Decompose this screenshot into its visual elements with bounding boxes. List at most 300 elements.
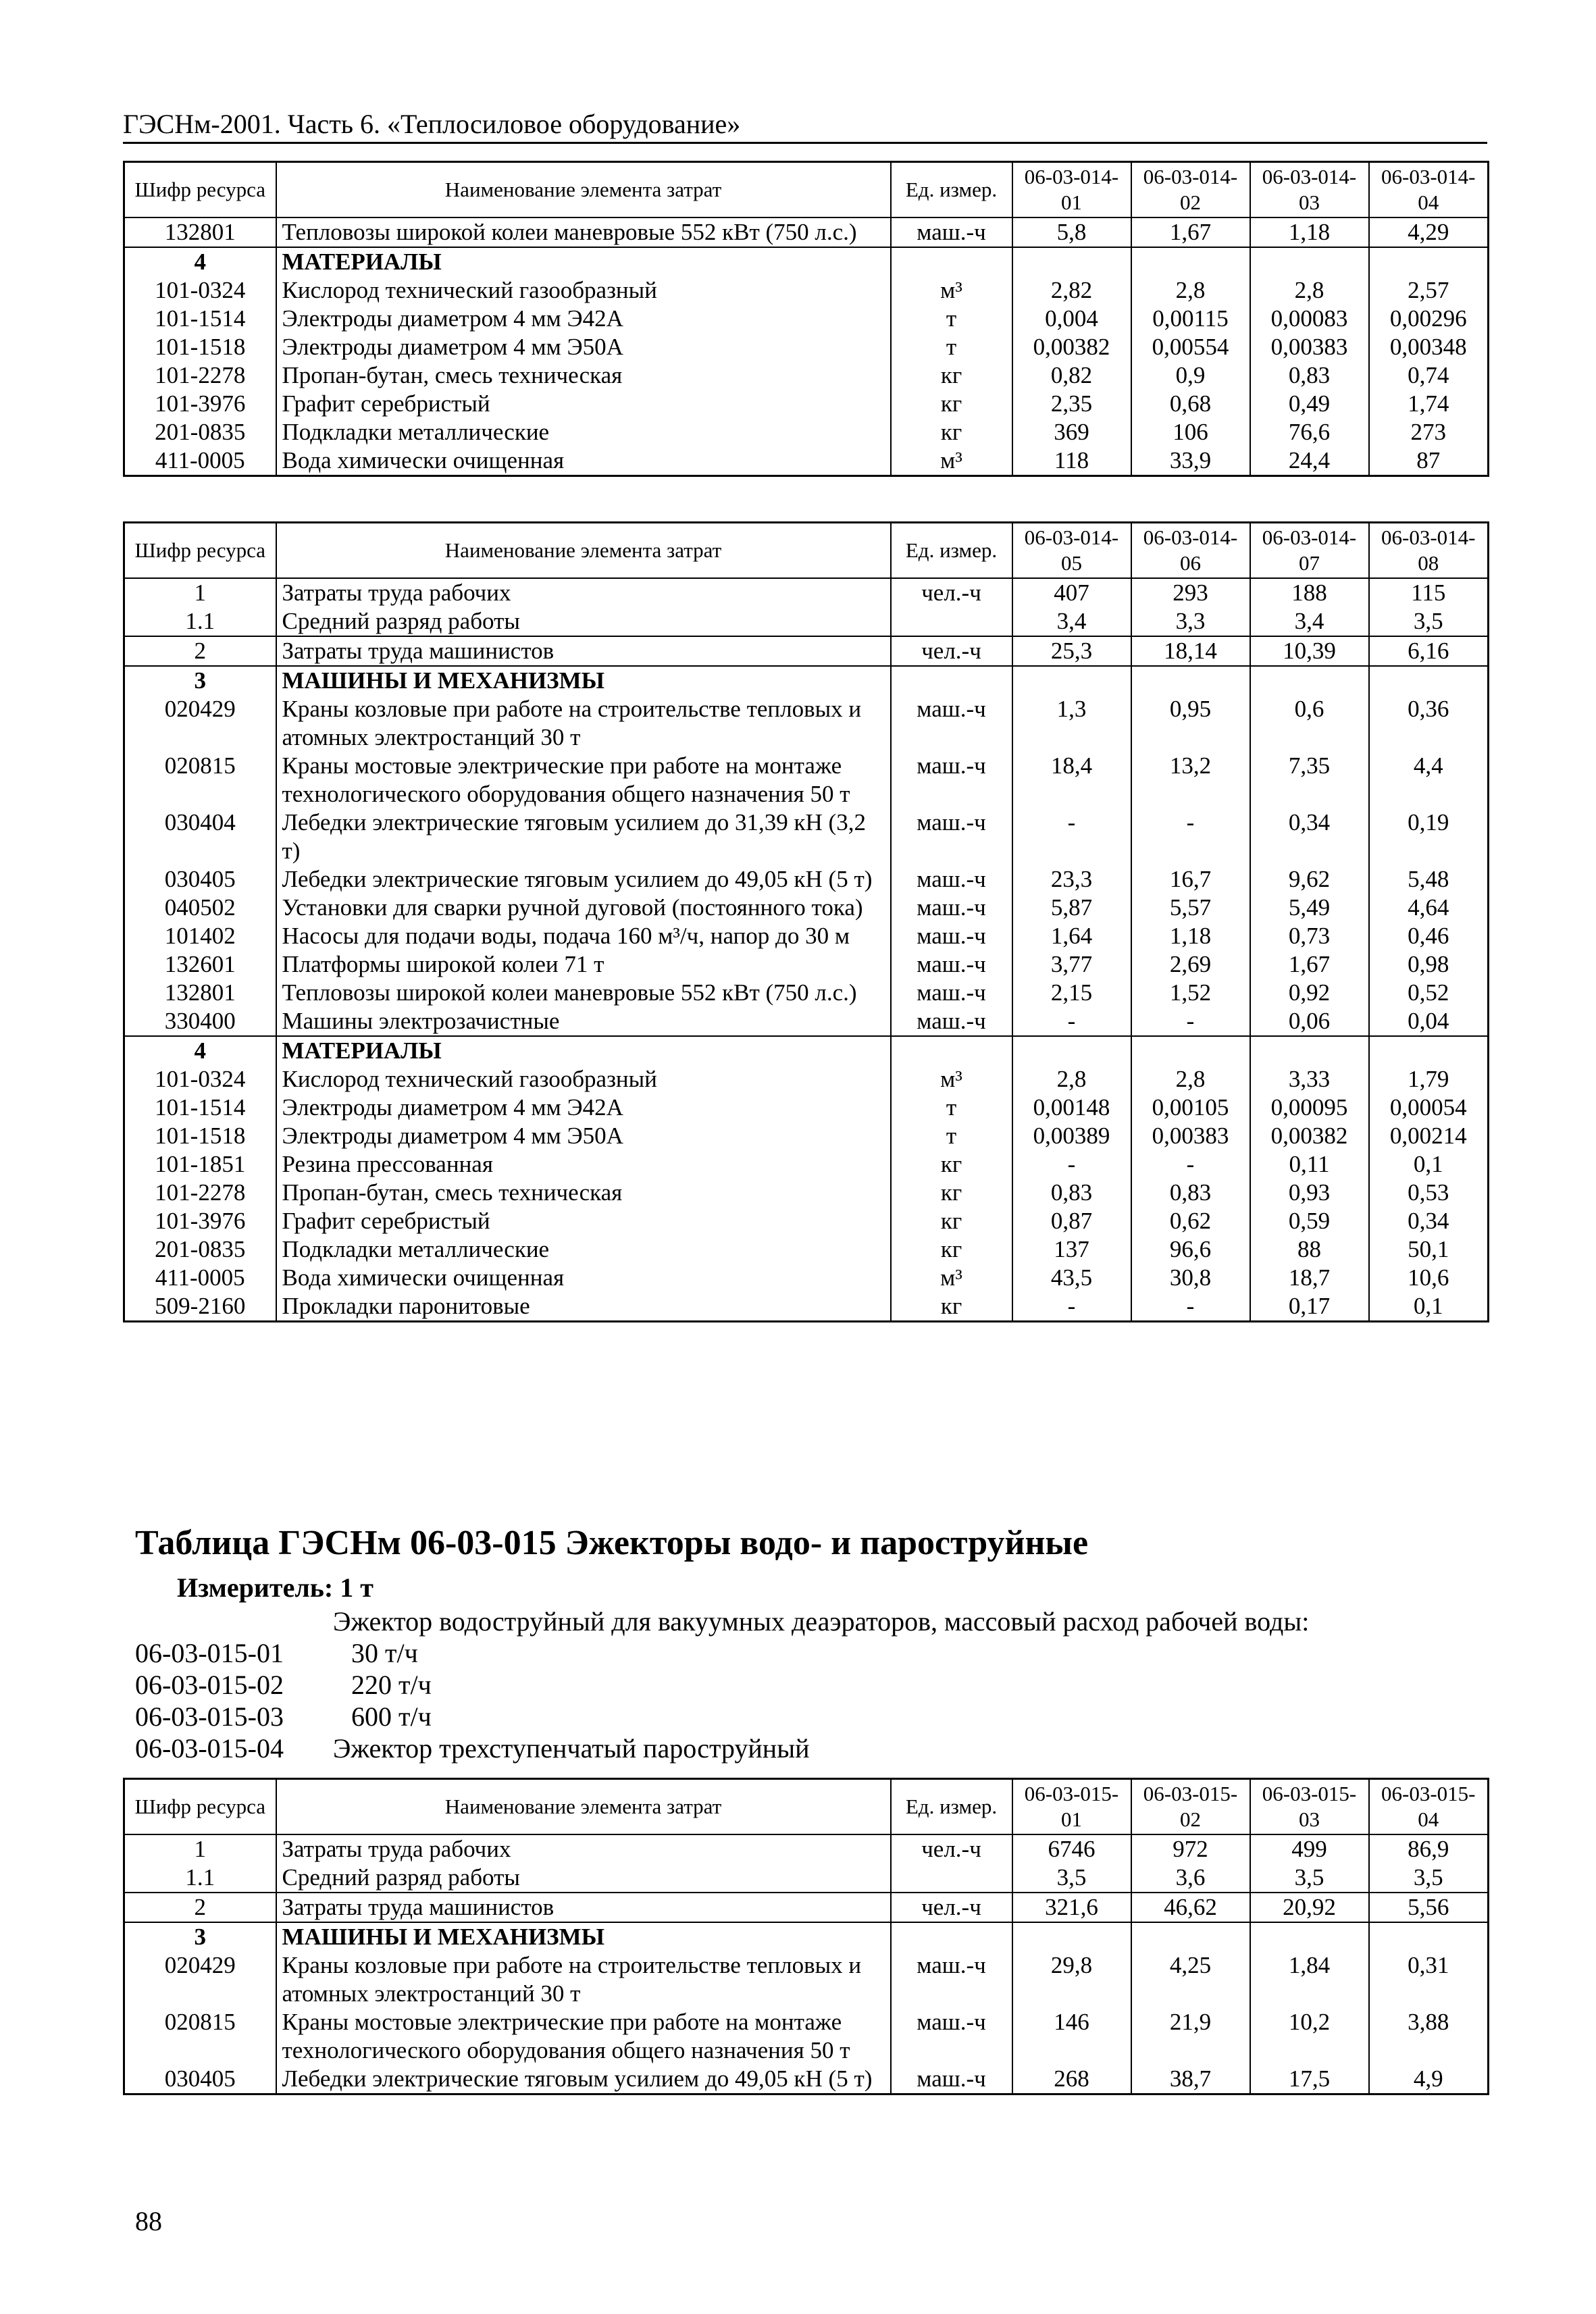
cost-element-name: Краны мостовые электрические при работе на монтаже технологического оборудования общего назначения 50 т [276, 2008, 891, 2065]
resource-code: 4 [124, 1036, 276, 1065]
value-cell: 3,5 [1369, 1863, 1489, 1893]
resource-code: 201-0835 [124, 1235, 276, 1264]
value-cell: 146 [1012, 2008, 1131, 2065]
value-cell: 0,11 [1250, 1150, 1369, 1179]
table-row [124, 1893, 1489, 1922]
cost-element-name: Вода химически очищенная [276, 446, 891, 476]
cost-element-name: Краны мостовые электрические при работе на монтаже технологического оборудования общего назначения 50 т [276, 752, 891, 808]
value-cell: 0,92 [1250, 979, 1369, 1007]
table-row [124, 418, 1489, 446]
value-cell: 2,8 [1131, 1065, 1250, 1094]
unit-cell: маш.-ч [891, 922, 1012, 950]
table-row [124, 361, 1489, 390]
resource-code: 030405 [124, 2065, 276, 2094]
unit-cell: кг [891, 1179, 1012, 1207]
value-cell: 7,35 [1250, 752, 1369, 808]
value-cell: 0,00148 [1012, 1094, 1131, 1122]
unit-cell [891, 1036, 1012, 1065]
value-cell [1012, 1036, 1131, 1065]
table-row [124, 1179, 1489, 1207]
page-number: 88 [135, 2206, 162, 2236]
table-row [124, 808, 1489, 865]
norm-description: Эжектор трехступенчатый пароструйный [333, 1733, 810, 1764]
resource-code: 509-2160 [124, 1292, 276, 1322]
unit-cell: чел.-ч [891, 578, 1012, 607]
unit-cell: маш.-ч [891, 808, 1012, 865]
table-row [124, 636, 1489, 666]
table-row [124, 1207, 1489, 1235]
value-cell: 2,8 [1012, 1065, 1131, 1094]
resource-code: 030405 [124, 865, 276, 894]
value-cell: 23,3 [1012, 865, 1131, 894]
header-unit: Ед. измер. [891, 162, 1012, 218]
header-norm-code: 06-03-015-01 [1012, 1779, 1131, 1835]
unit-cell [891, 1863, 1012, 1893]
cost-element-name: Электроды диаметром 4 мм Э50А [276, 333, 891, 361]
value-cell: - [1131, 1292, 1250, 1322]
value-cell: 407 [1012, 578, 1131, 607]
cost-element-name: Машины электрозачистные [276, 1007, 891, 1036]
cost-element-name: Средний разряд работы [276, 1863, 891, 1893]
table-row [124, 922, 1489, 950]
cost-element-name: Кислород технический газообразный [276, 1065, 891, 1094]
table-row [124, 865, 1489, 894]
resource-table-014-01-04 [123, 161, 1489, 477]
unit-cell: м³ [891, 1065, 1012, 1094]
table-row [124, 695, 1489, 752]
value-cell [1131, 247, 1250, 276]
table-row [124, 979, 1489, 1007]
value-cell: 4,9 [1369, 2065, 1489, 2094]
value-cell: 972 [1131, 1834, 1250, 1863]
value-cell: 0,1 [1369, 1292, 1489, 1322]
resource-code: 030404 [124, 808, 276, 865]
unit-cell: маш.-ч [891, 217, 1012, 247]
value-cell: 499 [1250, 1834, 1369, 1863]
norm-description: 600 т/ч [351, 1701, 432, 1732]
value-cell: 0,17 [1250, 1292, 1369, 1322]
value-cell [1369, 1036, 1489, 1065]
value-cell: 6,16 [1369, 636, 1489, 666]
value-cell: 0,00083 [1250, 305, 1369, 333]
value-cell: - [1012, 1292, 1131, 1322]
cost-element-name: Электроды диаметром 4 мм Э50А [276, 1122, 891, 1150]
header-norm-code: 06-03-014-08 [1369, 523, 1489, 579]
value-cell: 38,7 [1131, 2065, 1250, 2094]
value-cell: 1,18 [1131, 922, 1250, 950]
cost-element-name: Пропан-бутан, смесь техническая [276, 1179, 891, 1207]
value-cell: 0,00115 [1131, 305, 1250, 333]
value-cell: 10,2 [1250, 2008, 1369, 2065]
measure-line [177, 1572, 374, 1603]
value-cell: 10,6 [1369, 1264, 1489, 1292]
header-resource-code: Шифр ресурса [124, 523, 276, 579]
value-cell: 2,57 [1369, 276, 1489, 305]
value-cell: 0,00383 [1131, 1122, 1250, 1150]
table-row [124, 1834, 1489, 1863]
value-cell: 4,29 [1369, 217, 1489, 247]
header-rule [123, 142, 1487, 144]
value-cell: 369 [1012, 418, 1131, 446]
cost-element-name: Лебедки электрические тяговым усилием до 49,05 кН (5 т) [276, 865, 891, 894]
value-cell: 29,8 [1012, 1951, 1131, 2008]
value-cell: 46,62 [1131, 1893, 1250, 1922]
header-unit: Ед. измер. [891, 1779, 1012, 1835]
unit-cell: кг [891, 1207, 1012, 1235]
value-cell: 1,64 [1012, 922, 1131, 950]
unit-cell: маш.-ч [891, 950, 1012, 979]
value-cell: 96,6 [1131, 1235, 1250, 1264]
value-cell [1131, 1922, 1250, 1951]
resource-code: 1 [124, 578, 276, 607]
resource-code: 1.1 [124, 1863, 276, 1893]
unit-cell: т [891, 333, 1012, 361]
header-norm-code: 06-03-014-03 [1250, 162, 1369, 218]
value-cell: - [1131, 808, 1250, 865]
unit-cell: чел.-ч [891, 1834, 1012, 1863]
resource-code: 101-1851 [124, 1150, 276, 1179]
table-row [124, 1065, 1489, 1094]
value-cell: 0,98 [1369, 950, 1489, 979]
value-cell: 118 [1012, 446, 1131, 476]
value-cell: 4,64 [1369, 894, 1489, 922]
value-cell: 0,68 [1131, 390, 1250, 418]
table-row [124, 1264, 1489, 1292]
value-cell: 0,36 [1369, 695, 1489, 752]
unit-cell: маш.-ч [891, 2008, 1012, 2065]
value-cell: 0,74 [1369, 361, 1489, 390]
header-norm-code: 06-03-014-04 [1369, 162, 1489, 218]
cost-element-name: Электроды диаметром 4 мм Э42А [276, 1094, 891, 1122]
unit-cell [891, 247, 1012, 276]
unit-cell: чел.-ч [891, 1893, 1012, 1922]
value-cell: 106 [1131, 418, 1250, 446]
table-row [124, 1292, 1489, 1322]
value-cell: 5,8 [1012, 217, 1131, 247]
resource-code: 201-0835 [124, 418, 276, 446]
value-cell: 24,4 [1250, 446, 1369, 476]
value-cell: 0,87 [1012, 1207, 1131, 1235]
table-header-row [124, 1779, 1489, 1835]
value-cell: 1,67 [1250, 950, 1369, 979]
resource-code: 020815 [124, 752, 276, 808]
resource-code: 4 [124, 247, 276, 276]
resource-code: 101-0324 [124, 1065, 276, 1094]
value-cell: 0,46 [1369, 922, 1489, 950]
resource-code: 101-1518 [124, 1122, 276, 1150]
value-cell [1369, 247, 1489, 276]
cost-element-name: Прокладки паронитовые [276, 1292, 891, 1322]
value-cell: 0,83 [1250, 361, 1369, 390]
table-row [124, 1036, 1489, 1065]
value-cell: 33,9 [1131, 446, 1250, 476]
value-cell: 6746 [1012, 1834, 1131, 1863]
norm-code: 06-03-015-02 [135, 1670, 284, 1700]
unit-cell: маш.-ч [891, 1007, 1012, 1036]
value-cell: 30,8 [1131, 1264, 1250, 1292]
table-row [124, 1007, 1489, 1036]
cost-element-name: Краны козловые при работе на строительстве тепловых и атомных электростанций 30 т [276, 1951, 891, 2008]
table-row [124, 217, 1489, 247]
cost-element-name: Лебедки электрические тяговым усилием до 49,05 кН (5 т) [276, 2065, 891, 2094]
value-cell: 137 [1012, 1235, 1131, 1264]
value-cell: - [1012, 1150, 1131, 1179]
value-cell: 0,00382 [1012, 333, 1131, 361]
table-row [124, 950, 1489, 979]
resource-table-014-05-08 [123, 521, 1489, 1322]
header-norm-code: 06-03-015-04 [1369, 1779, 1489, 1835]
value-cell [1250, 666, 1369, 695]
table-row [124, 578, 1489, 607]
value-cell: 0,00105 [1131, 1094, 1250, 1122]
norm-code: 06-03-015-04 [135, 1733, 284, 1764]
value-cell: 0,73 [1250, 922, 1369, 950]
value-cell: 0,00214 [1369, 1122, 1489, 1150]
header-resource-code: Шифр ресурса [124, 1779, 276, 1835]
cost-element-name: Графит серебристый [276, 390, 891, 418]
unit-cell: кг [891, 1292, 1012, 1322]
table-row [124, 390, 1489, 418]
unit-cell [891, 1922, 1012, 1951]
table-row [124, 1235, 1489, 1264]
resource-code: 330400 [124, 1007, 276, 1036]
value-cell: 0,00383 [1250, 333, 1369, 361]
value-cell [1131, 666, 1250, 695]
unit-cell: маш.-ч [891, 979, 1012, 1007]
value-cell: 0,00054 [1369, 1094, 1489, 1122]
resource-code: 040502 [124, 894, 276, 922]
cost-element-name: Краны козловые при работе на строительстве тепловых и атомных электростанций 30 т [276, 695, 891, 752]
value-cell: 0,59 [1250, 1207, 1369, 1235]
value-cell: 0,82 [1012, 361, 1131, 390]
resource-code: 2 [124, 636, 276, 666]
unit-cell: т [891, 1122, 1012, 1150]
value-cell: 3,6 [1131, 1863, 1250, 1893]
resource-code: 3 [124, 1922, 276, 1951]
value-cell: 0,34 [1369, 1207, 1489, 1235]
value-cell: 21,9 [1131, 2008, 1250, 2065]
value-cell: 3,5 [1012, 1863, 1131, 1893]
resource-code: 132801 [124, 979, 276, 1007]
value-cell: 5,87 [1012, 894, 1131, 922]
value-cell: 3,5 [1250, 1863, 1369, 1893]
cost-element-name: Затраты труда машинистов [276, 1893, 891, 1922]
running-header: ГЭСНм-2001. Часть 6. «Теплосиловое оборудование» [123, 109, 741, 139]
header-cost-element: Наименование элемента затрат [276, 162, 891, 218]
table-row [124, 1951, 1489, 2008]
value-cell: 0,00348 [1369, 333, 1489, 361]
measure-value: 1 т [340, 1572, 374, 1603]
value-cell: 9,62 [1250, 865, 1369, 894]
table-row [124, 666, 1489, 695]
unit-cell: маш.-ч [891, 752, 1012, 808]
cost-element-name: Вода химически очищенная [276, 1264, 891, 1292]
resource-code: 101-1514 [124, 305, 276, 333]
value-cell: 2,69 [1131, 950, 1250, 979]
value-cell: 50,1 [1369, 1235, 1489, 1264]
value-cell: 5,49 [1250, 894, 1369, 922]
unit-cell: кг [891, 418, 1012, 446]
value-cell: - [1131, 1150, 1250, 1179]
resource-code: 101-2278 [124, 361, 276, 390]
resource-code: 101402 [124, 922, 276, 950]
table-header-row [124, 523, 1489, 579]
unit-cell: кг [891, 1235, 1012, 1264]
header-norm-code: 06-03-014-06 [1131, 523, 1250, 579]
cost-element-name: Затраты труда машинистов [276, 636, 891, 666]
unit-cell: кг [891, 390, 1012, 418]
resource-code: 101-0324 [124, 276, 276, 305]
cost-element-name: Затраты труда рабочих [276, 1834, 891, 1863]
value-cell: 1,3 [1012, 695, 1131, 752]
value-cell: 0,19 [1369, 808, 1489, 865]
unit-cell: т [891, 305, 1012, 333]
table-row [124, 894, 1489, 922]
header-norm-code: 06-03-015-03 [1250, 1779, 1369, 1835]
measure-label: Измеритель: [177, 1572, 334, 1603]
value-cell: 18,14 [1131, 636, 1250, 666]
unit-cell: маш.-ч [891, 695, 1012, 752]
table-row [124, 1863, 1489, 1893]
table-row [124, 1150, 1489, 1179]
resource-code: 1 [124, 1834, 276, 1863]
value-cell [1250, 1922, 1369, 1951]
table-row [124, 607, 1489, 636]
value-cell [1369, 1922, 1489, 1951]
value-cell: 0,95 [1131, 695, 1250, 752]
table-row [124, 333, 1489, 361]
norm-description: 220 т/ч [351, 1670, 432, 1700]
value-cell: 273 [1369, 418, 1489, 446]
value-cell: 3,33 [1250, 1065, 1369, 1094]
value-cell [1369, 666, 1489, 695]
header-norm-code: 06-03-015-02 [1131, 1779, 1250, 1835]
resource-code: 020429 [124, 695, 276, 752]
cost-element-name: Тепловозы широкой колеи маневровые 552 кВт (750 л.с.) [276, 217, 891, 247]
value-cell: 268 [1012, 2065, 1131, 2094]
value-cell: 10,39 [1250, 636, 1369, 666]
table-row [124, 446, 1489, 476]
resource-code: 101-1514 [124, 1094, 276, 1122]
value-cell: 25,3 [1012, 636, 1131, 666]
unit-cell: м³ [891, 446, 1012, 476]
value-cell: 17,5 [1250, 2065, 1369, 2094]
value-cell: 76,6 [1250, 418, 1369, 446]
resource-code: 020815 [124, 2008, 276, 2065]
value-cell: 3,5 [1369, 607, 1489, 636]
value-cell: - [1012, 1007, 1131, 1036]
value-cell: - [1131, 1007, 1250, 1036]
cost-element-name: Затраты труда рабочих [276, 578, 891, 607]
value-cell: 20,92 [1250, 1893, 1369, 1922]
header-norm-code: 06-03-014-07 [1250, 523, 1369, 579]
header-resource-code: Шифр ресурса [124, 162, 276, 218]
resource-code: 411-0005 [124, 446, 276, 476]
value-cell: 13,2 [1131, 752, 1250, 808]
resource-code: 411-0005 [124, 1264, 276, 1292]
value-cell: 0,31 [1369, 1951, 1489, 2008]
value-cell: 3,3 [1131, 607, 1250, 636]
header-cost-element: Наименование элемента затрат [276, 523, 891, 579]
table-row [124, 276, 1489, 305]
cost-element-name: Подкладки металлические [276, 1235, 891, 1264]
cost-element-name: Пропан-бутан, смесь техническая [276, 361, 891, 390]
value-cell [1250, 1036, 1369, 1065]
table-row [124, 247, 1489, 276]
unit-cell: кг [891, 1150, 1012, 1179]
value-cell: 0,34 [1250, 808, 1369, 865]
value-cell: 0,00389 [1012, 1122, 1131, 1150]
resource-code: 101-3976 [124, 390, 276, 418]
value-cell: 0,52 [1369, 979, 1489, 1007]
table-row [124, 2008, 1489, 2065]
resource-code: 2 [124, 1893, 276, 1922]
cost-element-name: Лебедки электрические тяговым усилием до 31,39 кН (3,2 т) [276, 808, 891, 865]
value-cell: 0,9 [1131, 361, 1250, 390]
value-cell: 1,79 [1369, 1065, 1489, 1094]
value-cell: 293 [1131, 578, 1250, 607]
unit-cell: маш.-ч [891, 1951, 1012, 2008]
value-cell: 0,04 [1369, 1007, 1489, 1036]
unit-cell: маш.-ч [891, 894, 1012, 922]
value-cell [1012, 247, 1131, 276]
cost-element-name: Насосы для подачи воды, подача 160 м³/ч, напор до 30 м [276, 922, 891, 950]
value-cell [1131, 1036, 1250, 1065]
cost-element-name: МАТЕРИАЛЫ [276, 1036, 891, 1065]
unit-cell [891, 666, 1012, 695]
unit-cell: т [891, 1094, 1012, 1122]
value-cell: 0,06 [1250, 1007, 1369, 1036]
value-cell: 0,00095 [1250, 1094, 1369, 1122]
value-cell: 3,4 [1012, 607, 1131, 636]
value-cell: 0,6 [1250, 695, 1369, 752]
value-cell: 2,8 [1250, 276, 1369, 305]
cost-element-name: Средний разряд работы [276, 607, 891, 636]
cost-element-name: Графит серебристый [276, 1207, 891, 1235]
unit-cell: маш.-ч [891, 865, 1012, 894]
norm-code: 06-03-015-01 [135, 1638, 284, 1668]
norm-description: 30 т/ч [351, 1638, 418, 1668]
cost-element-name: МАТЕРИАЛЫ [276, 247, 891, 276]
value-cell: 321,6 [1012, 1893, 1131, 1922]
value-cell: 188 [1250, 578, 1369, 607]
value-cell: 2,35 [1012, 390, 1131, 418]
value-cell [1012, 1922, 1131, 1951]
unit-cell: м³ [891, 276, 1012, 305]
value-cell: 115 [1369, 578, 1489, 607]
header-norm-code: 06-03-014-02 [1131, 162, 1250, 218]
header-unit: Ед. измер. [891, 523, 1012, 579]
value-cell: 5,48 [1369, 865, 1489, 894]
cost-element-name: МАШИНЫ И МЕХАНИЗМЫ [276, 1922, 891, 1951]
value-cell: - [1012, 808, 1131, 865]
value-cell: 4,25 [1131, 1951, 1250, 2008]
table-header-row [124, 162, 1489, 218]
table-row [124, 305, 1489, 333]
value-cell: 0,00382 [1250, 1122, 1369, 1150]
value-cell: 86,9 [1369, 1834, 1489, 1863]
value-cell [1250, 247, 1369, 276]
value-cell: 18,7 [1250, 1264, 1369, 1292]
value-cell: 2,8 [1131, 276, 1250, 305]
resource-code: 1.1 [124, 607, 276, 636]
resource-code: 132601 [124, 950, 276, 979]
table-row [124, 2065, 1489, 2094]
resource-code: 132801 [124, 217, 276, 247]
value-cell: 0,004 [1012, 305, 1131, 333]
table-row [124, 1094, 1489, 1122]
table-row [124, 1922, 1489, 1951]
